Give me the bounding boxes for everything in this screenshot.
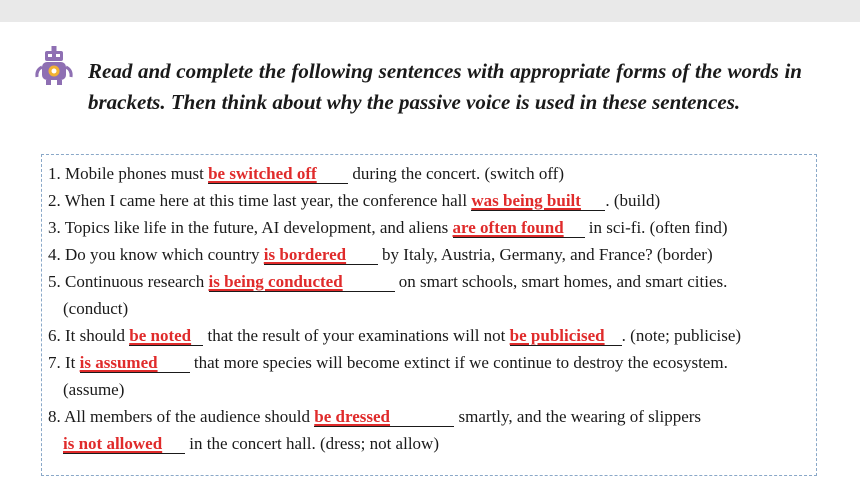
sentence-text: Continuous research <box>65 272 205 291</box>
sentence-7-continuation: (assume) <box>63 380 125 399</box>
instructions-text: Read and complete the following sentences with appropriate forms of the words in brackets. Then think about why the passive voice is used in these sentences. <box>88 59 802 114</box>
answer-blank <box>471 191 605 211</box>
sentence-text: When I came here at this time last year, the conference hall <box>64 191 468 210</box>
sentence-text: that more species will become extinct if we continue to destroy the ecosystem. <box>193 353 728 372</box>
sentence-list <box>48 160 811 457</box>
sentence-text: . (build) <box>605 191 661 210</box>
sentence-text: during the concert. (switch off) <box>352 164 564 183</box>
sentence-8 <box>48 403 811 430</box>
answer-blank <box>209 272 395 292</box>
sentence-8-continuation <box>48 430 811 457</box>
answer-blank <box>314 407 454 427</box>
answer-blank <box>453 218 585 238</box>
sentence-text: All members of the audience should <box>64 407 311 426</box>
sentence-text: Mobile phones must <box>65 164 204 183</box>
sentence-number: 3. <box>48 218 61 237</box>
sentence-text: by Italy, Austria, Germany, and France? (border) <box>382 245 713 264</box>
sentence-number: 5. <box>48 272 61 291</box>
answer: be publicised <box>509 326 605 345</box>
sentence-text: on smart schools, smart homes, and smart cities. <box>398 272 728 291</box>
answer: is assumed <box>79 353 158 372</box>
answer: be switched off <box>208 164 317 183</box>
sentence-number: 2. <box>48 191 61 210</box>
sentence-5 <box>48 268 811 295</box>
sentence-6 <box>48 322 811 349</box>
answer-blank <box>208 164 348 184</box>
sentence-text: Do you know which country <box>65 245 260 264</box>
sentence-number: 1. <box>48 164 61 183</box>
sentence-text: smartly, and the wearing of slippers <box>458 407 702 426</box>
answer-blank <box>264 245 378 265</box>
sentence-text: in the concert hall. (dress; not allow) <box>189 434 439 453</box>
answer: is not allowed <box>63 434 163 453</box>
sentence-text: in sci-fi. (often find) <box>588 218 728 237</box>
sentence-text: Topics like life in the future, AI development, and aliens <box>64 218 449 237</box>
answer: be noted <box>129 326 192 345</box>
answer-blank <box>63 434 185 454</box>
answer-blank <box>129 326 203 346</box>
answer: is bordered <box>263 245 347 264</box>
answer-blank <box>80 353 190 373</box>
sentence-5-continuation: (conduct) <box>63 299 129 318</box>
sentence-number: 6. <box>48 326 61 345</box>
answer: was being built <box>471 191 581 210</box>
sentence-4 <box>48 241 811 268</box>
answer-blank <box>510 326 622 346</box>
sentence-number: 4. <box>48 245 61 264</box>
sentence-number: 7. <box>48 353 61 372</box>
top-bar <box>0 0 860 22</box>
sentence-text: that the result of your examinations will not <box>207 326 506 345</box>
sentence-3 <box>48 214 811 241</box>
answer: are often found <box>452 218 564 237</box>
sentence-text: It should <box>65 326 125 345</box>
sentence-2 <box>48 187 811 214</box>
sentence-7 <box>48 349 811 376</box>
robot-icon <box>34 44 74 88</box>
sentence-number: 8. <box>48 407 61 426</box>
sentence-text: It <box>65 353 76 372</box>
answer: is being conducted <box>208 272 343 291</box>
sentence-text: . (note; publicise) <box>621 326 742 345</box>
answer: be dressed <box>314 407 391 426</box>
sentence-1 <box>48 160 811 187</box>
